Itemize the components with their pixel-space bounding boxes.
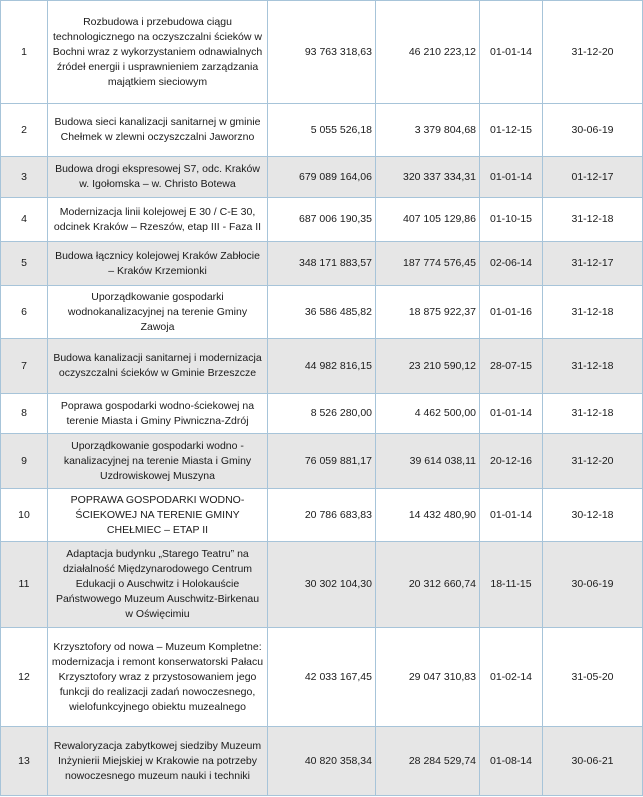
table-row <box>1 434 643 489</box>
eu-funding: 28 284 529,74 <box>376 727 480 796</box>
project-name: POPRAWA GOSPODARKI WODNO-ŚCIEKOWEJ NA TERENIE GMINY CHEŁMIEC – ETAP II <box>48 489 268 542</box>
total-value: 30 302 104,30 <box>268 542 376 628</box>
end-date: 30-12-18 <box>543 489 643 542</box>
row-number: 10 <box>1 489 48 542</box>
total-value: 8 526 280,00 <box>268 394 376 434</box>
total-value: 348 171 883,57 <box>268 242 376 286</box>
end-date: 31-12-17 <box>543 242 643 286</box>
row-number: 1 <box>1 1 48 104</box>
end-date: 31-12-18 <box>543 286 643 339</box>
table-row <box>1 542 643 628</box>
start-date: 20-12-16 <box>480 434 543 489</box>
total-value: 20 786 683,83 <box>268 489 376 542</box>
end-date: 31-12-20 <box>543 1 643 104</box>
end-date: 31-05-20 <box>543 628 643 727</box>
row-number: 12 <box>1 628 48 727</box>
eu-funding: 14 432 480,90 <box>376 489 480 542</box>
project-name: Budowa kanalizacji sanitarnej i modernizacja oczyszczalni ścieków w Gminie Brzeszcze <box>48 339 268 394</box>
table-row <box>1 286 643 339</box>
row-number: 4 <box>1 198 48 242</box>
end-date: 30-06-19 <box>543 104 643 157</box>
end-date: 30-06-19 <box>543 542 643 628</box>
table-row <box>1 198 643 242</box>
start-date: 01-02-14 <box>480 628 543 727</box>
total-value: 687 006 190,35 <box>268 198 376 242</box>
start-date: 01-12-15 <box>480 104 543 157</box>
end-date: 31-12-20 <box>543 434 643 489</box>
project-name: Budowa sieci kanalizacji sanitarnej w gminie Chełmek w zlewni oczyszczalni Jaworzno <box>48 104 268 157</box>
eu-funding: 407 105 129,86 <box>376 198 480 242</box>
project-name: Budowa łącznicy kolejowej Kraków Zabłocie – Kraków Krzemionki <box>48 242 268 286</box>
project-name: Rozbudowa i przebudowa ciągu technologicznego na oczyszczalni ścieków w Bochni wraz z wykorzystaniem odnawialnych źródeł energii i usprawnieniem zarządzania majątkiem sieciowym <box>48 1 268 104</box>
end-date: 31-12-18 <box>543 394 643 434</box>
project-name: Uporządkowanie gospodarki wodnokanalizacyjnej na terenie Gminy Zawoja <box>48 286 268 339</box>
project-name: Rewaloryzacja zabytkowej siedziby Muzeum Inżynierii Miejskiej w Krakowie na potrzeby nowoczesnego muzeum nauki i techniki <box>48 727 268 796</box>
start-date: 01-10-15 <box>480 198 543 242</box>
table-row <box>1 1 643 104</box>
project-name: Poprawa gospodarki wodno-ściekowej na terenie Miasta i Gminy Piwniczna-Zdrój <box>48 394 268 434</box>
eu-funding: 187 774 576,45 <box>376 242 480 286</box>
total-value: 5 055 526,18 <box>268 104 376 157</box>
table-row <box>1 104 643 157</box>
total-value: 76 059 881,17 <box>268 434 376 489</box>
start-date: 01-01-14 <box>480 489 543 542</box>
row-number: 8 <box>1 394 48 434</box>
eu-funding: 23 210 590,12 <box>376 339 480 394</box>
table-row <box>1 339 643 394</box>
total-value: 44 982 816,15 <box>268 339 376 394</box>
project-name: Krzysztofory od nowa – Muzeum Kompletne: modernizacja i remont konserwatorski Pałacu Krzysztofory wraz z przystosowaniem jego funkcji do realizacji zadań nowoczesnego, wielofunkcyjnego obiektu muzealnego <box>48 628 268 727</box>
project-name: Modernizacja linii kolejowej E 30 / C-E 30, odcinek Kraków – Rzeszów, etap III - Faza II <box>48 198 268 242</box>
start-date: 02-06-14 <box>480 242 543 286</box>
eu-funding: 46 210 223,12 <box>376 1 480 104</box>
start-date: 01-01-14 <box>480 394 543 434</box>
eu-funding: 4 462 500,00 <box>376 394 480 434</box>
table-row <box>1 157 643 198</box>
row-number: 2 <box>1 104 48 157</box>
start-date: 01-01-14 <box>480 157 543 198</box>
eu-funding: 39 614 038,11 <box>376 434 480 489</box>
eu-funding: 320 337 334,31 <box>376 157 480 198</box>
start-date: 01-01-16 <box>480 286 543 339</box>
project-name: Budowa drogi ekspresowej S7, odc. Kraków w. Igołomska – w. Christo Botewa <box>48 157 268 198</box>
table-row <box>1 727 643 796</box>
eu-funding: 3 379 804,68 <box>376 104 480 157</box>
start-date: 18-11-15 <box>480 542 543 628</box>
start-date: 01-08-14 <box>480 727 543 796</box>
row-number: 5 <box>1 242 48 286</box>
start-date: 01-01-14 <box>480 1 543 104</box>
row-number: 6 <box>1 286 48 339</box>
end-date: 01-12-17 <box>543 157 643 198</box>
row-number: 3 <box>1 157 48 198</box>
start-date: 28-07-15 <box>480 339 543 394</box>
table-row <box>1 489 643 542</box>
project-name: Uporządkowanie gospodarki wodno - kanalizacyjnej na terenie Miasta i Gminy Uzdrowiskowej Muszyna <box>48 434 268 489</box>
eu-funding: 20 312 660,74 <box>376 542 480 628</box>
row-number: 7 <box>1 339 48 394</box>
end-date: 31-12-18 <box>543 339 643 394</box>
total-value: 40 820 358,34 <box>268 727 376 796</box>
table-row <box>1 628 643 727</box>
table-row <box>1 242 643 286</box>
total-value: 36 586 485,82 <box>268 286 376 339</box>
eu-funding: 29 047 310,83 <box>376 628 480 727</box>
project-name: Adaptacja budynku „Starego Teatru” na działalność Międzynarodowego Centrum Edukacji o Auschwitz i Holokauście Państwowego Muzeum Auschwitz-Birkenau w Oświęcimiu <box>48 542 268 628</box>
row-number: 11 <box>1 542 48 628</box>
end-date: 30-06-21 <box>543 727 643 796</box>
total-value: 93 763 318,63 <box>268 1 376 104</box>
table-row <box>1 394 643 434</box>
end-date: 31-12-18 <box>543 198 643 242</box>
row-number: 9 <box>1 434 48 489</box>
total-value: 42 033 167,45 <box>268 628 376 727</box>
row-number: 13 <box>1 727 48 796</box>
eu-funding: 18 875 922,37 <box>376 286 480 339</box>
total-value: 679 089 164,06 <box>268 157 376 198</box>
